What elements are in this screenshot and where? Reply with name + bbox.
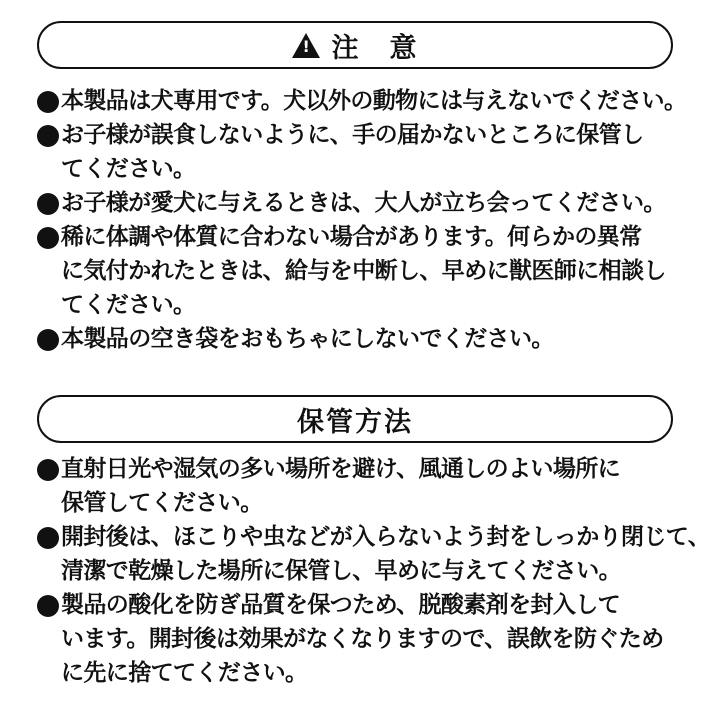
item-text-line: 稀に体調や体質に合わない場合があります。何らかの異常 — [61, 224, 642, 250]
bullet-icon — [37, 91, 59, 113]
caution-title: 注 意 — [331, 32, 419, 64]
list-item — [36, 452, 686, 520]
bullet-icon — [37, 227, 59, 249]
caution-header — [37, 21, 673, 69]
bullet-icon — [37, 329, 59, 351]
item-text-line: 清潔で乾燥した場所に保管し、早めに与えてください。 — [61, 558, 622, 584]
item-text-line: 保管してください。 — [61, 490, 263, 516]
item-text-line: 本製品の空き袋をおもちゃにしないでください。 — [61, 326, 554, 352]
item-text-line: てください。 — [61, 156, 196, 182]
item-text-line: に先に捨ててください。 — [61, 660, 308, 686]
bullet-icon — [37, 193, 59, 215]
list-item — [36, 220, 686, 322]
list-item — [36, 118, 686, 186]
bullet-icon — [37, 527, 59, 549]
storage-header — [37, 395, 673, 443]
item-text-line: います。開封後は効果がなくなりますので、誤飲を防ぐため — [61, 626, 664, 652]
storage-list — [36, 452, 711, 690]
bullet-icon — [37, 459, 59, 481]
bullet-icon — [37, 125, 59, 147]
item-text-line: てください。 — [61, 292, 196, 318]
item-text-line: 直射日光や湿気の多い場所を避け、風通しのよい場所に — [61, 456, 621, 482]
item-text-line: 製品の酸化を防ぎ品質を保つため、脱酸素剤を封入して — [61, 592, 621, 618]
list-item — [36, 520, 711, 588]
storage-title: 保管方法 — [297, 406, 413, 438]
caution-list — [36, 84, 686, 356]
list-item — [36, 84, 686, 118]
item-text-line: お子様が誤食しないように、手の届かないところに保管し — [61, 122, 644, 148]
item-text-line: に気付かれたときは、給与を中断し、早めに獣医師に相談し — [61, 258, 666, 284]
warning-triangle-icon — [292, 33, 320, 58]
item-text-line: 開封後は、ほこりや虫などが入らないよう封をしっかり閉じて、 — [61, 524, 711, 550]
list-item — [36, 322, 686, 356]
item-text-line: 本製品は犬専用です。犬以外の動物には与えないでください。 — [61, 88, 687, 114]
bullet-icon — [37, 595, 59, 617]
item-text-line: お子様が愛犬に与えるときは、大人が立ち会ってください。 — [61, 190, 666, 216]
list-item — [36, 588, 686, 690]
list-item — [36, 186, 686, 220]
